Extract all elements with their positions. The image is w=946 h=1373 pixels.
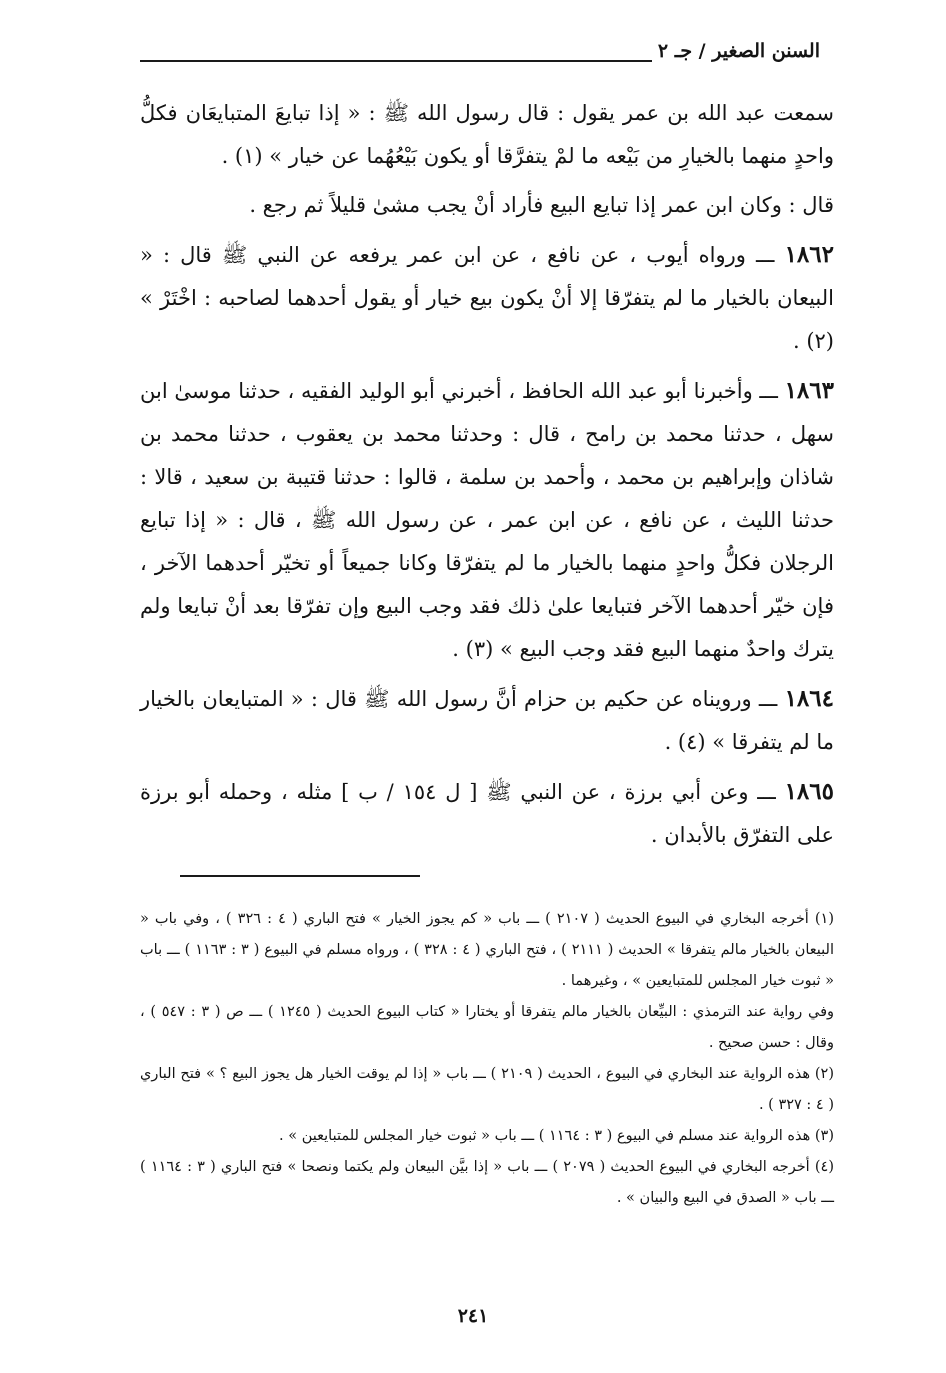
footnote: وفي رواية عند الترمذي : البيِّعان بالخيار مالم يتفرقا أو يختارا « كتاب البيوع الحديث ( ١٢٤٥ ) ـــ ص ( ٣ : ٥٤٧ ) ، وقال : حسن صحيح . [140,1004,835,1051]
hadith-paragraph [140,369,834,671]
footnotes [140,904,834,1214]
footnote: (١) أخرجه البخاري في البيوع الحديث ( ٢١٠٧ ) ـــ باب « كم يجوز الخيار » فتح الباري ( ٤ : ٣٢٦ ) ، وفي باب « البيعان بالخيار مالم يتفرقا » الحديث ( ٢١١١ ) ، فتح الباري ( ٤ : ٣٢٨ ) ، ورواه مسلم في البيوع ( ٣ : ١١٦٣ ) ـــ باب « ثبوت خيار المجلس للمتبايعين » ، وغيرهما . [140,911,835,989]
footnote: (٢) هذه الرواية عند البخاري في البيوع ، الحديث ( ٢١٠٩ ) ـــ باب « إذا لم يوقت الخيار هل يجوز البيع ؟ » فتح الباري ( ٤ : ٣٢٧ ) . [140,1066,834,1113]
page-number: ٢٤١ [457,1305,489,1327]
paragraph [140,92,834,178]
paragraph-text: سمعت عبد الله بن عمر يقول : قال رسول الله ﷺ : « إذا تبايعَ المتبايعَان فكلُّ واحدٍ منهما بالخيارِ من بَيْعه ما لمْ يتفرَّقا أو يكون بَيْعُهُما عن خيار » (١) . [140,101,834,168]
paragraph-text: ـــ وأخبرنا أبو عبد الله الحافظ ، أخبرني أبو الوليد الفقيه ، حدثنا موسىٰ ابن سهل ، حدثنا محمد بن رامح ، قال : وحدثنا محمد بن يعقوب ، حدثنا محمد بن شاذان وإبراهيم بن محمد ، وأحمد بن سلمة ، قالوا : حدثنا قتيبة بن سعيد ، قالا : حدثنا الليث ، عن نافع ، عن ابن عمر ، عن رسول الله ﷺ ، قال : « إذا تبايع الرجلان فكلُّ واحدٍ منهما بالخيار ما لم يتفرّقا وكانا جميعاً أو تخيّر أحدهما الآخر ، فإن خيّر أحدهما الآخر فتبايعا علىٰ ذلك فقد وجب البيع وإن تفرّقا بعد أنْ تبايعا ولم يترك واحدٌ منهما البيع فقد وجب البيع » (٣) . [140,379,834,661]
footnote-rule [180,875,420,877]
header-title: السنن الصغير / جـ ٢ [657,40,820,62]
hadith-number: ١٨٦٢ [784,241,834,268]
paragraph-text: قال : وكان ابن عمر إذا تبايع البيع فأراد أنْ يجب مشىٰ قليلاً ثم رجع . [249,193,834,217]
header-rule [140,60,652,62]
footnote: (٣) هذه الرواية عند مسلم في البيوع ( ٣ : ١١٦٤ ) ـــ باب « ثبوت خيار المجلس للمتبايعين » . [279,1128,834,1144]
hadith-paragraph [140,770,834,857]
paragraph-text: ـــ ورويناه عن حكيم بن حزام أنَّ رسول الله ﷺ قال : « المتبايعان بالخيار ما لم يتفرقا » (٤) . [140,687,834,754]
footnote: (٤) أخرجه البخاري في البيوع الحديث ( ٢٠٧٩ ) ـــ باب « إذا بيَّن البيعان ولم يكتما ونصحا » فتح الباري ( ٣ : ١١٦٤ ) ـــ باب « الصدق في البيع والبيان » . [140,1159,834,1206]
hadith-paragraph [140,677,834,764]
paragraph-text: ـــ وعن أبي برزة ، عن النبي ﷺ [ ل ١٥٤ / ب ] مثله ، وحمله أبو برزة على التفرّق بالأبدان . [140,780,834,847]
hadith-number: ١٨٦٣ [784,377,834,404]
hadith-number: ١٨٦٤ [784,685,834,712]
hadith-paragraph [140,233,834,363]
running-header [140,40,820,76]
main-text [140,92,834,863]
hadith-number: ١٨٦٥ [784,778,834,805]
paragraph-text: ـــ ورواه أيوب ، عن نافع ، عن ابن عمر يرفعه عن النبي ﷺ قال : « البيعان بالخيار ما لم يتفرّقا إلا أنْ يكون بيع خيار أو يقول أحدهما لصاحبه : اخْتَرْ » (٢) . [140,243,834,353]
paragraph [140,184,834,227]
